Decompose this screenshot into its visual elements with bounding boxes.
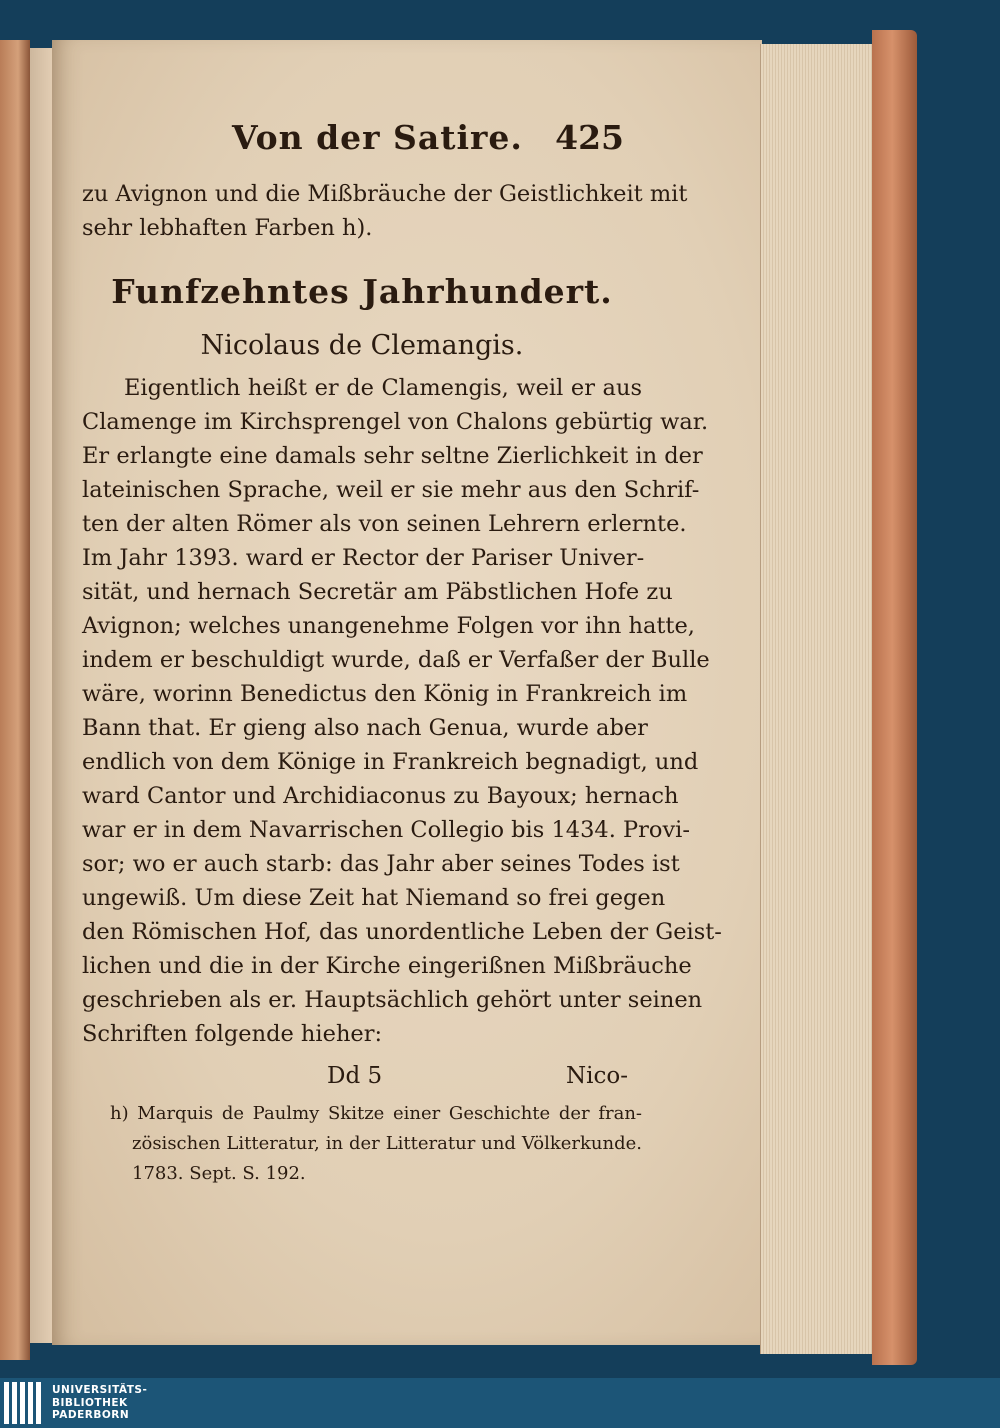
library-name-line: BIBLIOTHEK (52, 1396, 128, 1409)
catchword: Nico- (566, 1063, 628, 1089)
text-line: Im Jahr 1393. ward er Rector der Pariser Univer- (82, 545, 645, 571)
page-header (82, 118, 642, 168)
text-line: lichen und die in der Kirche eingerißnen Mißbräuche (82, 953, 692, 979)
text-line: sor; wo er auch starb: das Jahr aber seines Todes ist (82, 851, 680, 877)
book-cover-left (0, 40, 30, 1360)
text-line: sehr lebhaften Farben h). (82, 215, 373, 241)
subheading: Nicolaus de Clemangis. (200, 330, 524, 361)
library-name-line: PADERBORN (52, 1409, 130, 1421)
text-line: indem er beschuldigt wurde, daß er Verfaßer der Bulle (82, 647, 710, 673)
left-page-edge (30, 48, 53, 1343)
page-block-edge (760, 44, 873, 1354)
section-heading: Funfzehntes Jahrhundert. (111, 272, 613, 311)
text-line: den Römischen Hof, das unordentliche Leben der Geist- (82, 919, 722, 945)
library-name-line: UNIVERSITÄTS- (52, 1384, 148, 1396)
text-line: Schriften folgende hieher: (82, 1021, 383, 1047)
footer-bar (0, 1378, 1000, 1428)
text-line: Bann that. Er gieng also nach Genua, wurde aber (82, 715, 648, 741)
text-line: zu Avignon und die Mißbräuche der Geistlichkeit mit (82, 181, 688, 207)
text-line: Eigentlich heißt er de Clamengis, weil er aus (124, 375, 642, 401)
text-line: war er in dem Navarrischen Collegio bis 1434. Provi- (82, 817, 690, 843)
library-name (52, 1384, 147, 1422)
text-line: Er erlangte eine damals sehr seltne Zierlichkeit in der (82, 443, 703, 469)
text-line: ungewiß. Um diese Zeit hat Niemand so frei gegen (82, 885, 666, 911)
page-number: 425 (555, 118, 624, 157)
text-line: Clamenge im Kirchsprengel von Chalons gebürtig war. (82, 409, 709, 435)
book-cover-right (872, 30, 917, 1365)
text-line: geschrieben als er. Hauptsächlich gehört unter seinen (82, 987, 703, 1013)
running-head: Von der Satire. (232, 118, 523, 157)
footnote-line: 1783. Sept. S. 192. (132, 1163, 306, 1184)
text-line: ward Cantor und Archidiaconus zu Bayoux; hernach (82, 783, 679, 809)
text-line: lateinischen Sprache, weil er sie mehr aus den Schrif- (82, 477, 700, 503)
text-line: endlich von dem Könige in Frankreich begnadigt, und (82, 749, 699, 775)
signature-mark: Dd 5 (327, 1063, 383, 1089)
text-line: sität, und hernach Secretär am Päbstlichen Hofe zu (82, 579, 673, 605)
footnote-line: zösischen Litteratur, in der Litteratur und Völkerkunde. (132, 1133, 642, 1154)
text-line: ten der alten Römer als von seinen Lehrern erlernte. (82, 511, 687, 537)
footnote-line: h) Marquis de Paulmy Skitze einer Geschichte der fran- (110, 1103, 642, 1124)
text-line: Avignon; welches unangenehme Folgen vor ihn hatte, (82, 613, 695, 639)
text-line: wäre, worinn Benedictus den König in Frankreich im (82, 681, 688, 707)
library-logo-icon (4, 1382, 46, 1424)
